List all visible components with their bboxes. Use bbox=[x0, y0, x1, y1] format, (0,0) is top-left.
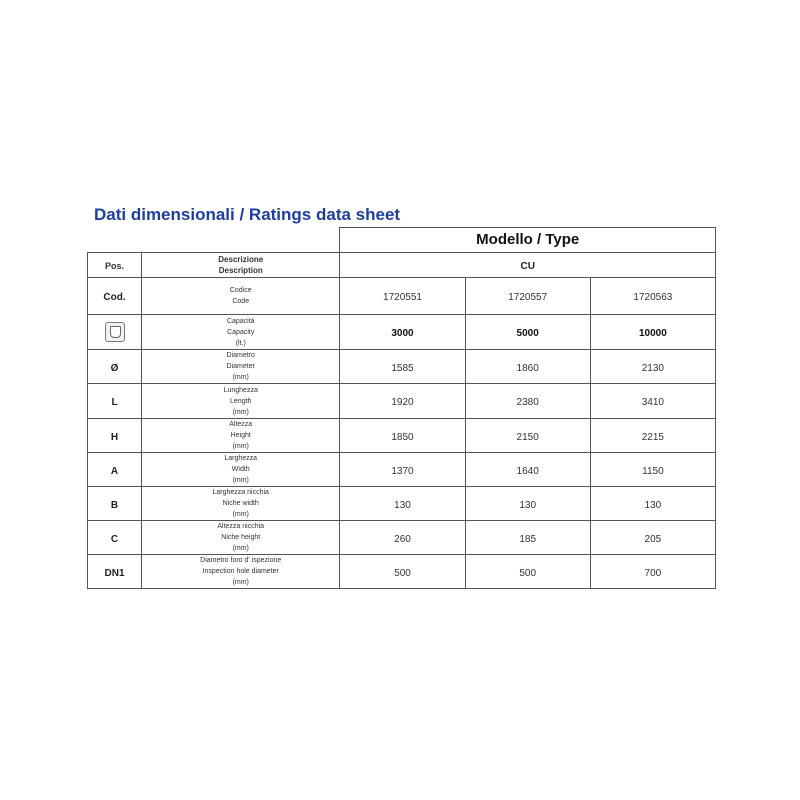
table-row bbox=[88, 350, 716, 384]
table-row bbox=[88, 555, 716, 589]
position-code: H bbox=[110, 431, 119, 443]
table-row bbox=[88, 278, 716, 315]
description-it: Diametro foro d' ispezione bbox=[200, 557, 282, 564]
description-unit: (mm) bbox=[232, 477, 249, 484]
table-row bbox=[88, 384, 716, 419]
table-row bbox=[88, 487, 716, 521]
description-it: Capacità bbox=[226, 317, 255, 325]
series-header: CU bbox=[520, 261, 535, 272]
cell-value: 1150 bbox=[642, 465, 664, 477]
position-code: A bbox=[110, 465, 119, 477]
description-unit: (mm) bbox=[232, 443, 249, 450]
pos-header: Pos. bbox=[105, 261, 125, 271]
table-row bbox=[88, 419, 716, 453]
cell-value: 5000 bbox=[516, 328, 539, 339]
model-type-header: Modello / Type bbox=[476, 231, 580, 248]
ratings-table bbox=[87, 227, 716, 589]
description-unit: (lt.) bbox=[235, 339, 246, 347]
table-row bbox=[88, 453, 716, 487]
cell-value: 500 bbox=[394, 567, 411, 579]
position-code: B bbox=[110, 499, 119, 511]
table-row bbox=[88, 521, 716, 555]
cell-value: 500 bbox=[519, 567, 537, 579]
cell-value: 3000 bbox=[391, 328, 414, 339]
cell-value: 2150 bbox=[516, 431, 539, 443]
cell-value: 1860 bbox=[516, 362, 539, 374]
description-en: Width bbox=[231, 466, 250, 473]
description-header-en: Description bbox=[218, 266, 263, 275]
cell-value: 2380 bbox=[516, 397, 539, 408]
description-en: Niche width bbox=[222, 500, 259, 507]
cell-value: 2215 bbox=[641, 431, 664, 443]
cell-value: 260 bbox=[394, 533, 411, 545]
description-unit: (mm) bbox=[232, 579, 249, 586]
description-en: Height bbox=[230, 432, 251, 439]
description-it: Lunghezza bbox=[223, 386, 258, 394]
description-it: Diametro bbox=[226, 352, 255, 359]
cell-value: 700 bbox=[644, 567, 662, 579]
description-en: Diameter bbox=[226, 363, 255, 370]
cell-value: 130 bbox=[394, 499, 411, 511]
cell-value: 3410 bbox=[641, 397, 664, 408]
description-en: Capacity bbox=[227, 328, 255, 336]
cell-value: 205 bbox=[644, 533, 662, 545]
cell-value: 1720551 bbox=[383, 292, 422, 303]
page-title: Dati dimensionali / Ratings data sheet bbox=[94, 205, 401, 224]
description-it: Larghezza bbox=[224, 455, 258, 462]
description-en: Length bbox=[230, 397, 252, 405]
cell-value: 1720557 bbox=[508, 292, 548, 303]
table-row bbox=[88, 315, 716, 350]
cell-value: 130 bbox=[519, 499, 537, 511]
description-it: Codice bbox=[229, 287, 252, 294]
cell-value: 185 bbox=[519, 533, 537, 545]
description-unit: (mm) bbox=[232, 374, 249, 381]
description-unit: (mm) bbox=[232, 408, 249, 416]
position-code: C bbox=[110, 533, 119, 545]
cell-value: 2130 bbox=[641, 362, 664, 374]
description-unit: (mm) bbox=[232, 511, 249, 518]
description-en: Inspection hole diameter bbox=[202, 568, 279, 575]
column-header-row bbox=[88, 253, 716, 278]
description-en: Niche height bbox=[221, 534, 261, 541]
cell-value: 10000 bbox=[638, 328, 667, 339]
position-code: DN1 bbox=[104, 567, 125, 579]
cell-value: 1720563 bbox=[633, 292, 673, 303]
cell-value: 1920 bbox=[391, 397, 414, 408]
description-header-it: Descrizione bbox=[218, 255, 264, 264]
position-code: L bbox=[111, 397, 118, 408]
cell-value: 1850 bbox=[391, 431, 414, 443]
tank-capacity-icon bbox=[105, 322, 125, 342]
cell-value: 1370 bbox=[391, 465, 414, 477]
description-en: Code bbox=[232, 298, 250, 305]
position-code: Cod. bbox=[103, 292, 126, 303]
description-it: Larghezza nicchia bbox=[212, 489, 269, 496]
cell-value: 1585 bbox=[391, 362, 414, 374]
cell-value: 130 bbox=[644, 499, 662, 511]
description-it: Altezza nicchia bbox=[217, 523, 265, 530]
cell-value: 1640 bbox=[516, 465, 539, 477]
position-code: Ø bbox=[110, 362, 119, 374]
model-header-row bbox=[88, 228, 716, 253]
description-unit: (mm) bbox=[232, 545, 249, 552]
description-it: Altezza bbox=[229, 421, 253, 428]
